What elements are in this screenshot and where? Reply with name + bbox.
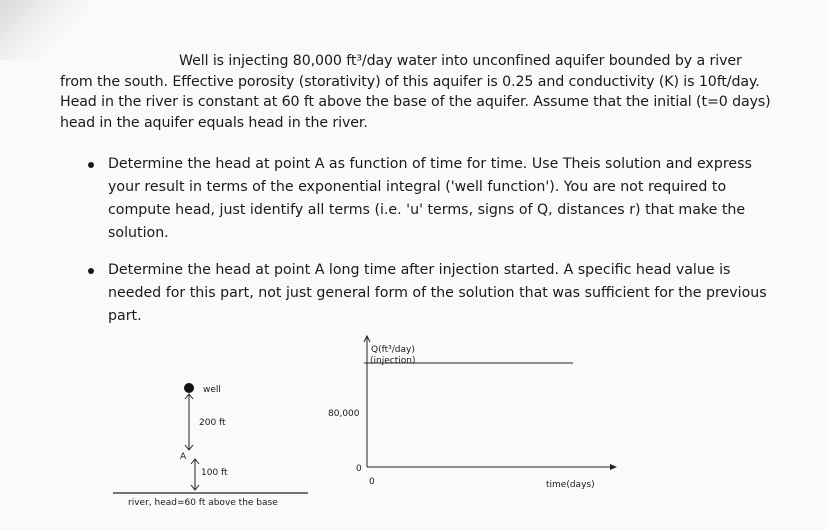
bullet1-line-4: solution. <box>108 225 169 241</box>
intro-line-1: Well is injecting 80,000 ft³/day water into unconfined aquifer bounded by a river <box>179 53 742 69</box>
point-A-label: A <box>180 452 187 462</box>
bullet2-line-2: needed for this part, not just general form of the solution that was sufficient for the previous <box>108 285 767 301</box>
intro-line-3: Head in the river is constant at 60 ft above the base of the aquifer. Assume that the initial (t=0 days) <box>60 94 771 111</box>
intro-line-2: from the south. Effective porosity (storativity) of this aquifer is 0.25 and conductivity (K) is 10ft/day. <box>60 73 760 90</box>
chart-ylabel-line1: Q(ft³/day) <box>371 345 415 355</box>
chart-xlabel: time(days) <box>546 480 595 490</box>
y-tick-label-80000: 80,000 <box>328 409 360 419</box>
bullet2-line-3: part. <box>108 308 142 324</box>
x-axis-arrow-icon <box>610 464 617 470</box>
bullet1-line-2: your result in terms of the exponential integral ('well function'). You are not required to <box>108 179 727 195</box>
bullet1-line-1: Determine the head at point A as function of time for time. Use Theis solution and express <box>108 156 752 172</box>
intro-line-4: head in the aquifer equals head in the river. <box>60 114 368 131</box>
bullet2-line-1: Determine the head at point A long time after injection started. A specific head value is <box>108 262 731 278</box>
river-label: river, head=60 ft above the base <box>128 498 278 508</box>
y-tick-label-0: 0 <box>356 464 362 474</box>
dist-well-to-A: 200 ft <box>199 418 226 428</box>
chart-ylabel-line2: (injection) <box>370 356 416 366</box>
dist-A-to-river: 100 ft <box>201 468 228 478</box>
x-tick-label-0: 0 <box>369 477 375 487</box>
bullet1-line-3: compute head, just identify all terms (i.e. 'u' terms, signs of Q, distances r) that make the <box>108 202 746 218</box>
well-label: well <box>203 385 221 395</box>
